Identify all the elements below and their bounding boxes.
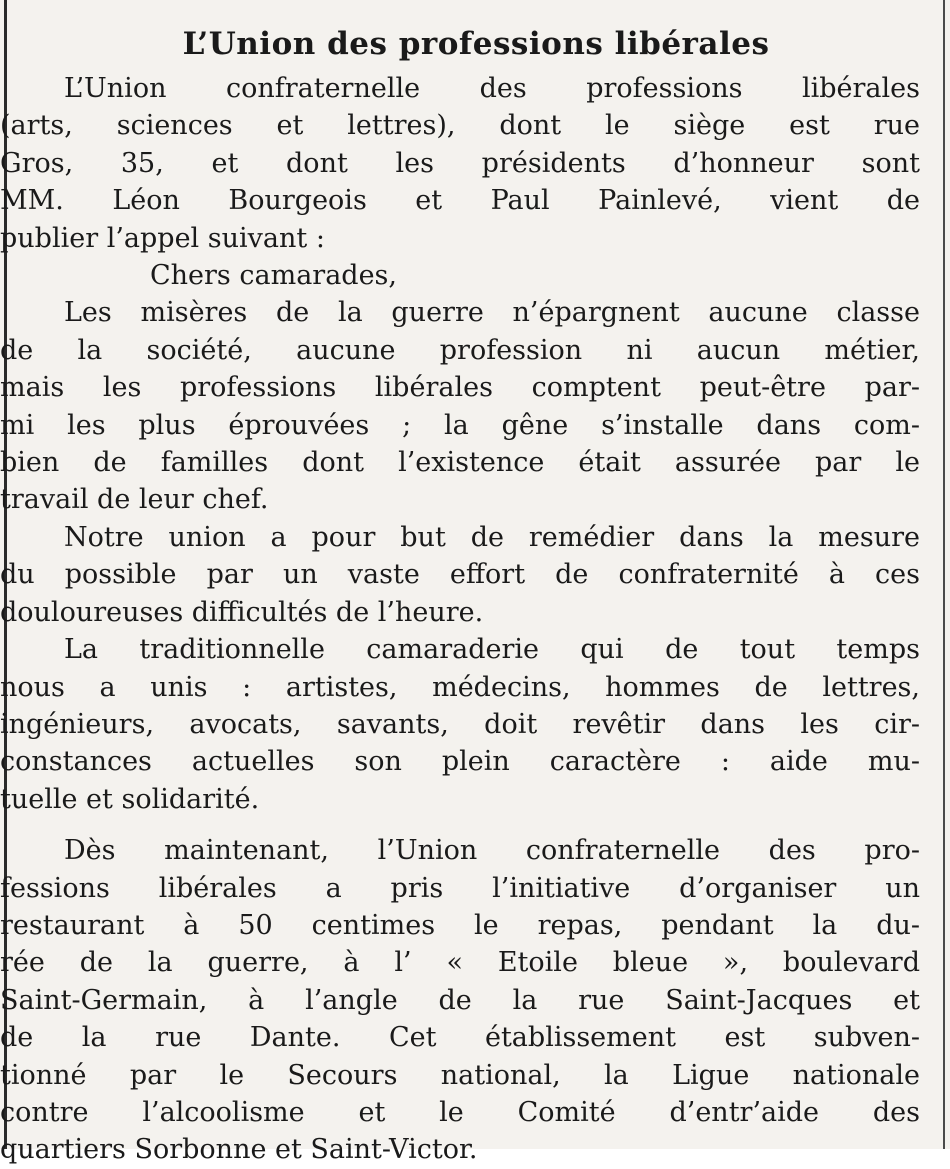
text-line: L’Union confraternelle des professions libérales	[64, 73, 920, 104]
salutation: Chers camarades,	[150, 260, 397, 292]
text-line: quartiers Sorbonne et Saint-Victor.	[0, 1134, 478, 1166]
text-line: mais les professions libérales comptent peut-être par-	[0, 372, 920, 404]
text-line: Dès maintenant, l’Union confraternelle des pro-	[64, 835, 920, 867]
text-line: mi les plus éprouvées ; la gêne s’installe dans com-	[0, 409, 920, 441]
text-line: publier l’appel suivant :	[0, 222, 325, 254]
text-line: Saint-Germain, à l’angle de la rue Saint-Jacques et	[0, 984, 920, 1016]
text-line: Les misères de la guerre n’épargnent aucune classe	[64, 297, 920, 329]
text-line: travail de leur chef.	[0, 484, 269, 516]
text-line: fessions libérales a pris l’initiative d’organiser un	[0, 872, 920, 904]
text-line: bien de familles dont l’existence était assurée par le	[0, 447, 920, 479]
text-line: douloureuses difficultés de l’heure.	[0, 596, 484, 628]
intro-paragraph	[0, 70, 920, 257]
text-line: Gros, 35, et dont les présidents d’honneur sont	[0, 147, 920, 179]
text-line: tuelle et solidarité.	[0, 783, 260, 815]
paragraph-gap	[32, 818, 920, 832]
text-line: constances actuelles son plein caractère : aide mu-	[0, 746, 920, 778]
text-line: MM. Léon Bourgeois et Paul Painlevé, vient de	[0, 185, 920, 217]
article-title: L’Union des professions libérales	[182, 26, 770, 62]
text-line: nous a unis : artistes, médecins, hommes de lettres,	[0, 671, 920, 703]
text-line: ingénieurs, avocats, savants, doit revêtir dans les cir-	[0, 708, 920, 740]
paragraph-union	[0, 519, 920, 631]
text-line: tionné par le Secours national, la Ligue nationale	[0, 1059, 920, 1091]
text-line: de la rue Dante. Cet établissement est subven-	[0, 1022, 920, 1054]
text-line: du possible par un vaste effort de confraternité à ces	[0, 559, 920, 591]
text-line: contre l’alcoolisme et le Comité d’entr’aide des	[0, 1096, 920, 1128]
text-line: de la société, aucune profession ni aucun métier,	[0, 334, 920, 366]
paragraph-miseres	[0, 294, 920, 518]
paragraph-camaraderie	[0, 631, 920, 818]
text-line: La traditionnelle camaraderie qui de tout temps	[64, 634, 920, 666]
column-rule-right	[943, 0, 945, 1149]
text-line: restaurant à 50 centimes le repas, pendant la du-	[0, 909, 920, 941]
text-line: rée de la guerre, à l’ « Etoile bleue », boulevard	[0, 947, 920, 979]
text-line: (arts, sciences et lettres), dont le siège est rue	[0, 110, 920, 142]
text-line: Notre union a pour but de remédier dans la mesure	[64, 521, 920, 553]
paragraph-restaurant	[0, 832, 920, 1169]
article	[0, 22, 920, 1169]
